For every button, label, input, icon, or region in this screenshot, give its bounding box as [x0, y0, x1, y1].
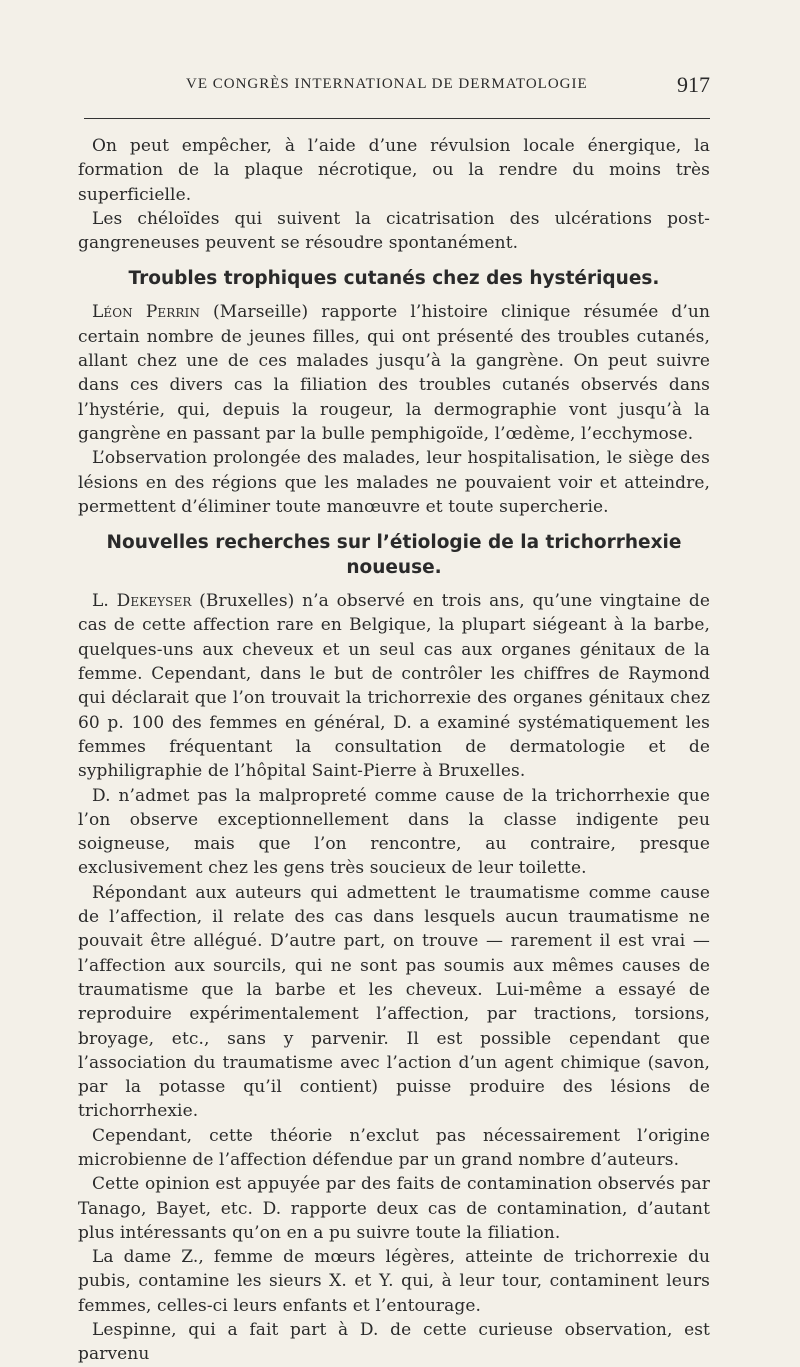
paragraph: Les chéloïdes qui suivent la cicatrisation des ulcérations post-gangreneuses peuvent se résoudre spontanément. — [78, 208, 710, 254]
page-header — [78, 72, 710, 106]
body-text — [78, 134, 710, 1367]
paragraph: L’observation prolongée des malades, leur hospitalisation, le siège des lésions en des régions que les malades ne pouvaient voir et atteindre, permettent d’éliminer toute manœuvre et toute supercherie. — [78, 448, 710, 517]
paragraph: Cependant, cette théorie n’exclut pas nécessairement l’origine microbienne de l’affection défendue par un grand nombre d’auteurs. — [78, 1125, 710, 1170]
section-heading: Nouvelles recherches sur l’étiologie de la trichorrhexie noueuse. — [106, 532, 682, 579]
running-title: VE CONGRÈS INTERNATIONAL DE DERMATOLOGIE — [186, 76, 588, 92]
paragraph: Cette opinion est appuyée par des faits de contamination observés par Tanago, Bayet, etc. D. rapporte deux cas de contamination, d’autant plus intéressants qu’on en a pu suivre toute la filiation. — [78, 1174, 710, 1243]
paragraph: On peut empêcher, à l’aide d’une révulsion locale énergique, la formation de la plaque nécrotique, ou la rendre du moins très superficielle. — [78, 136, 710, 205]
paragraph: Lespinne, qui a fait part à D. de cette curieuse observation, est parvenu — [78, 1320, 710, 1365]
paragraph: D. n’admet pas la malpropreté comme cause de la trichorrhexie que l’on observe exceptionnellement dans la classe indigente peu soigneuse, mais que l’on rencontre, au contraire, presque exclusivement chez les gens très soucieux de leur toilette. — [78, 785, 710, 879]
paragraph: Répondant aux auteurs qui admettent le traumatisme comme cause de l’affection, il relate des cas dans lesquels aucun traumatisme ne pouvait être allégué. D’autre part, on trouve — rarement il est vrai — l’affection aux sourcils, qui ne sont pas soumis aux mêmes causes de traumatisme que la barbe et les cheveux. Lui-même a essayé de reproduire expérimentalement l’affection, par tractions, torsions, broyage, etc., sans y parvenir. Il est possible cependant que l’association du traumatisme avec l’action d’un agent chimique (savon, par la potasse qu’il contient) puisse produire des lésions de trichorrhexie. — [78, 882, 710, 1122]
paragraph — [78, 300, 710, 446]
page-number: 917 — [677, 72, 710, 97]
author-name: L. Dekeyser — [92, 591, 192, 612]
paragraph-text: (Marseille) rapporte l’histoire clinique résumée d’un certain nombre de jeunes filles, qui ont présenté des troubles cutanés, allant chez une de ces malades jusqu’à la gangrène. On peut suivre dans ces divers cas la filiation des troubles cutanés observés dans l’hystérie, qui, depuis la rougeur, la dermographie vont jusqu’à la gangrène en passant par la bulle pemphigoïde, l’œdème, l’ecchymose. — [78, 302, 710, 444]
paragraph — [78, 589, 710, 783]
header-rule — [84, 118, 710, 119]
paragraph: La dame Z., femme de mœurs légères, atteinte de trichorrexie du pubis, contamine les sieurs X. et Y. qui, à leur tour, contaminent leurs femmes, celles-ci leurs enfants et l’entourage. — [78, 1247, 710, 1316]
section-heading: Troubles trophiques cutanés chez des hystériques. — [128, 268, 660, 290]
author-name: Léon Perrin — [92, 302, 200, 323]
paragraph-text: (Bruxelles) n’a observé en trois ans, qu’une vingtaine de cas de cette affection rare en Belgique, la plupart siégeant à la barbe, quelques-uns aux cheveux et un seul cas aux organes génitaux de la femme. Cependant, dans le but de contrôler les chiffres de Raymond qui déclarait que l’on trouvait la trichorrexie des organes génitaux chez 60 p. 100 des femmes en général, D. a examiné systématiquement les femmes fréquentant la consultation de dermatologie et de syphiligraphie de l’hôpital Saint-Pierre à Bruxelles. — [78, 591, 711, 782]
